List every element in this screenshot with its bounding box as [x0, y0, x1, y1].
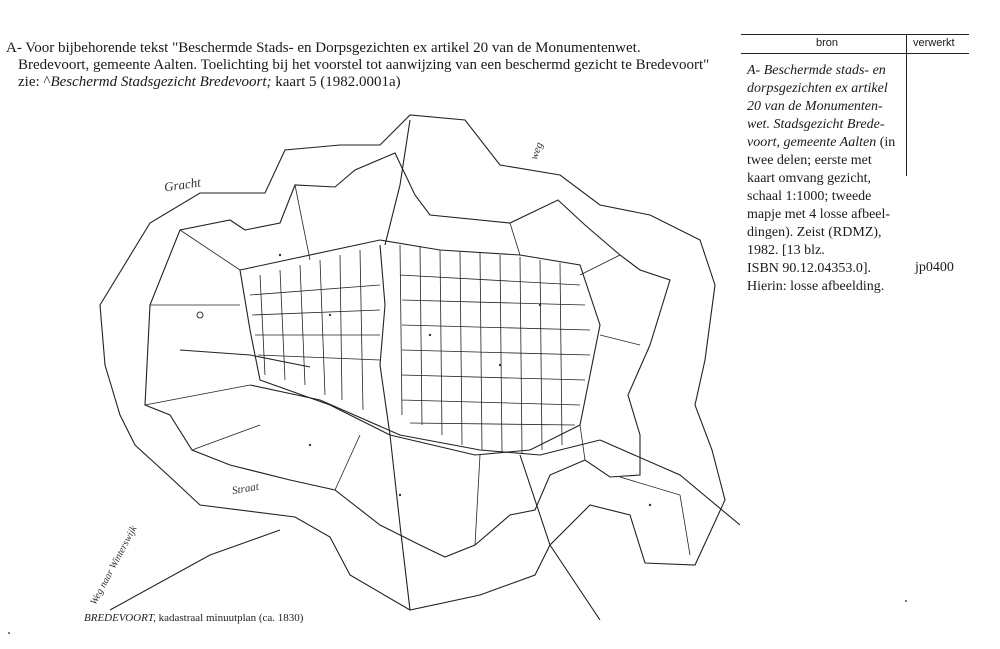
- bron-line-10: dingen). Zeist (RDMZ),: [747, 225, 882, 240]
- field-lines: [145, 185, 690, 555]
- bron-line-7: kaart omvang gezicht,: [747, 171, 872, 186]
- bron-line-8: schaal 1:1000; tweede: [747, 189, 872, 204]
- intro-line-1: A- Voor bijbehorende tekst "Beschermde Stads- en Dorpsgezichten ex artikel 20 van de Monumentenwet.: [6, 40, 641, 56]
- bron-line-2: dorpsgezichten ex artikel: [747, 81, 888, 96]
- column-header-verwerkt: verwerkt: [913, 37, 955, 49]
- intro-line-3-prefix: zie: ^: [18, 74, 51, 90]
- intro-text: [6, 40, 726, 91]
- street-cross: [380, 245, 390, 435]
- intro-line-3: [6, 74, 726, 91]
- bron-line-5-italic: voort, gemeente Aalten: [747, 135, 877, 150]
- caption-place: BREDEVOORT,: [84, 612, 156, 624]
- intro-line-3-title: Beschermd Stadsgezicht Bredevoort;: [50, 74, 272, 90]
- bron-line-4: wet. Stadsgezicht Brede-: [747, 117, 885, 132]
- bron-line-12: ISBN 90.12.04353.0].: [747, 261, 872, 276]
- intro-line-3-suffix: kaart 5 (1982.0001a): [271, 74, 401, 90]
- speck-2: [905, 600, 907, 602]
- bron-line-5-plain: (in: [876, 135, 896, 150]
- map-label-gracht: Gracht: [163, 174, 202, 195]
- caption-text: kadastraal minuutplan (ca. 1830): [155, 612, 304, 624]
- bron-line-9: mapje met 4 losse afbeel-: [747, 207, 891, 222]
- parcel-lines: [250, 245, 590, 453]
- map-caption: [84, 612, 303, 624]
- map-label-road-bottom: Weg naar Winterswijk: [88, 524, 140, 607]
- bron-line-5: [747, 134, 909, 152]
- cadastral-map: [80, 105, 740, 620]
- street-north: [385, 120, 410, 245]
- street-south: [390, 435, 410, 610]
- speck-1: [8, 632, 10, 634]
- street-west: [180, 350, 310, 367]
- column-header-bron: bron: [816, 37, 839, 49]
- inner-fortress-outline: [145, 153, 670, 557]
- bron-line-11: 1982. [13 blz.: [747, 243, 825, 258]
- bron-line-1: A- Beschermde stads- en: [747, 63, 886, 78]
- bron-entry: [747, 62, 909, 296]
- bron-line-3: 20 van de Monumenten-: [747, 99, 883, 114]
- intro-line-2: Bredevoort, gemeente Aalten. Toelichting bij het voorstel tot aanwijzing van een beschermd gezicht te Bredevoort": [18, 57, 710, 73]
- road-diagonal: [110, 530, 280, 610]
- bron-line-6: twee delen; eerste met: [747, 153, 872, 168]
- map-label-road-top: weg: [528, 140, 546, 162]
- bron-line-13: Hierin: losse afbeelding.: [747, 279, 885, 294]
- map-label-road-left: Straat: [231, 480, 260, 498]
- table-header: [741, 34, 969, 54]
- road-se: [520, 455, 600, 620]
- verwerkt-code: jp0400: [915, 260, 954, 275]
